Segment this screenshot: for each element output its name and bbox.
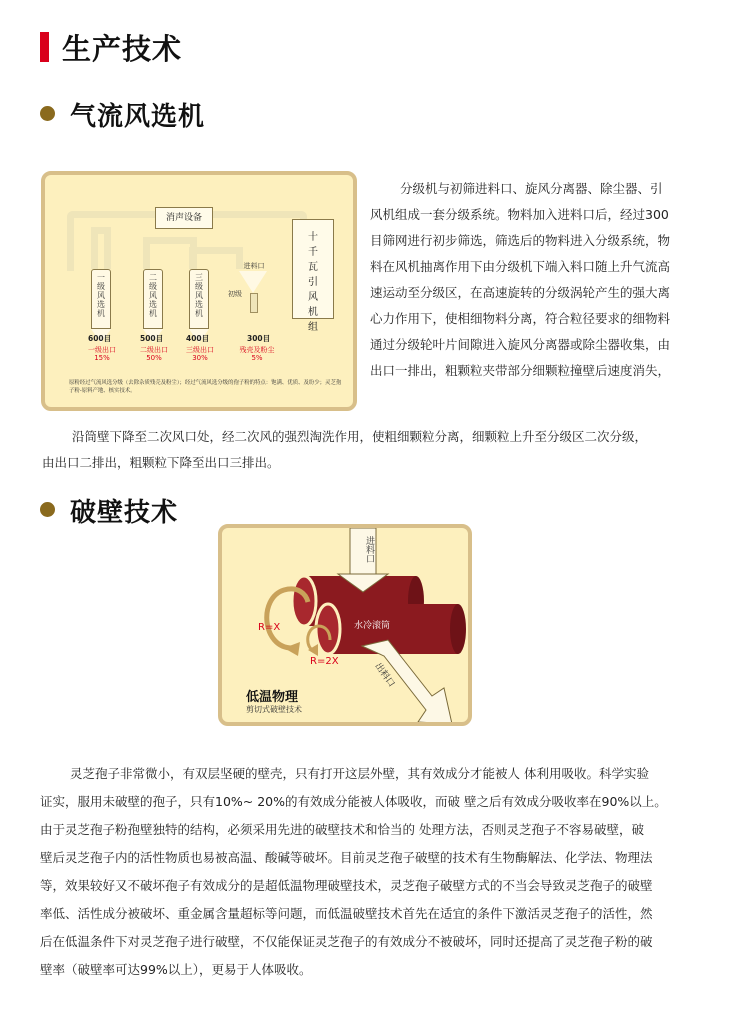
fan-label: 十千瓦引风机组 (308, 232, 318, 333)
rotation-arrowhead-large (284, 642, 300, 656)
classifier-1-mesh: 600目 (88, 334, 112, 343)
text-line: 通过分级轮叶片间隙进入旋风分离器或除尘器收集，由 (370, 337, 671, 352)
text-line: 证实，服用未破壁的孢子，只有10%~ 20%的有效成分能被人体吸收，而破 壁之后有效成分吸收率在90%以上。 (40, 794, 667, 809)
diagram-note: 原粉经过气流风选分级（去除杂质残壳及粉尘）；经过气流风选分级的孢子粉的特点：饱满、优质、及纷少；灵芝孢子粉-原料产地、核实技术。 (69, 380, 342, 394)
text-line: 风机组成一套分级系统。物料加入进料口后，经过300 (370, 207, 669, 222)
wall-breaking-diagram (218, 524, 472, 726)
caption-title: 低温物理 (246, 690, 299, 705)
classifier-1-percent: 15% (94, 354, 110, 362)
silencer-box: 消声设备 (155, 207, 213, 229)
classifier-3-mesh: 400目 (186, 334, 210, 343)
text-line: 率低、活性成分被破坏、重金属含量超标等问题，而低温破壁技术首先在适宜的条件下激活灵芝孢子的活性，然 (40, 906, 653, 921)
bullet-dot (40, 502, 55, 517)
radius-label-2: R=2X (310, 656, 339, 667)
pipe-1 (91, 227, 111, 269)
roller-label: 水冷滚筒 (354, 621, 391, 631)
section1-paragraph-right (370, 176, 710, 384)
feed-arrow-label: 进料口 (364, 536, 374, 563)
caption-subtitle: 剪切式破壁技术 (246, 705, 302, 714)
text-line: 由出口二排出，粗颗粒下降至出口三排出。 (42, 455, 280, 470)
text-line: 心力作用下，使相细物料分离，符合粒径要求的细物料 (370, 311, 671, 326)
waste-label: 残壳及粉尘 (239, 346, 275, 354)
classifier-1-outlet: 一级出口 (88, 346, 116, 354)
section2-paragraph (40, 760, 712, 984)
feed-label: 进料口 (243, 262, 265, 270)
feed-chute (250, 293, 258, 313)
classifier-2-percent: 50% (146, 354, 162, 362)
section2-title: 破壁技术 (70, 498, 179, 528)
text-line: 沿筒壁下降至二次风口处，经二次风的强烈淘洗作用，使粗细颗粒分离，细颗粒上升至分级区二次分级， (72, 429, 648, 444)
text-line: 后在低温条件下对灵芝孢子进行破壁，不仅能保证灵芝孢子的有效成分不被破坏，同时还提高了灵芝孢子粉的破 (40, 934, 653, 949)
radius-label-1: R=X (258, 622, 281, 633)
text-line: 料在风机抽离作用下由分级机下端入料口随上升气流高 (370, 259, 671, 274)
text-line: 壁后灵芝孢子内的活性物质也易被高温、酸碱等破坏。目前灵芝孢子破壁的技术有生物酶解法、化学法、物理法 (40, 850, 653, 865)
classifier-3-outlet: 三级出口 (186, 346, 214, 354)
section-title: 生产技术 (62, 32, 183, 66)
section-title-marker (40, 32, 49, 62)
classifier-2-label: 二级风选机 (149, 273, 157, 318)
section1-title: 气流风选机 (70, 102, 206, 132)
bullet-dot (40, 106, 55, 121)
text-line: 等，效果较好又不破坏孢子有效成分的是超低温物理破壁技术，灵芝孢子破壁方式的不当会导致灵芝孢子的破壁 (40, 878, 653, 893)
air-classifier-diagram (41, 171, 357, 411)
text-line: 灵芝孢子非常微小，有双层坚硬的壁壳，只有打开这层外壁，其有效成分才能被人 体利用吸收。科学实验 (70, 766, 649, 781)
text-line: 壁率（破壁率可达99%以上），更易于人体吸收。 (40, 962, 312, 977)
classifier-3-label: 三级风选机 (195, 273, 203, 318)
classifier-2-mesh: 500目 (140, 334, 164, 343)
section1-paragraph-full (42, 424, 712, 476)
text-line: 由于灵芝孢子粉孢壁独特的结构，必须采用先进的破壁技术和恰当的 处理方法，否则灵芝孢子不容易破壁，破 (40, 822, 644, 837)
text-line: 分级机与初筛进料口、旋风分离器、除尘器、引 (400, 181, 663, 196)
text-line: 速运动至分级区，在高速旋转的分级涡轮产生的强大离 (370, 285, 671, 300)
waste-mesh: 300目 (247, 334, 271, 343)
text-line: 目筛网进行初步筛选，筛选后的物料进入分级系统，物 (370, 233, 671, 248)
classifier-3-percent: 30% (192, 354, 208, 362)
classifier-1-label: 一级风选机 (97, 273, 105, 318)
primary-screen-label: 初级 (228, 290, 242, 298)
text-line: 出口一排出，粗颗粒夹带部分细颗粒撞壁后速度消失， (370, 363, 671, 378)
fan-unit (292, 219, 334, 333)
classifier-2-outlet: 二级出口 (140, 346, 168, 354)
waste-percent: 5% (251, 354, 263, 362)
outlet-arrow-label: 出料口 (372, 661, 397, 690)
pipe-3 (189, 247, 243, 269)
